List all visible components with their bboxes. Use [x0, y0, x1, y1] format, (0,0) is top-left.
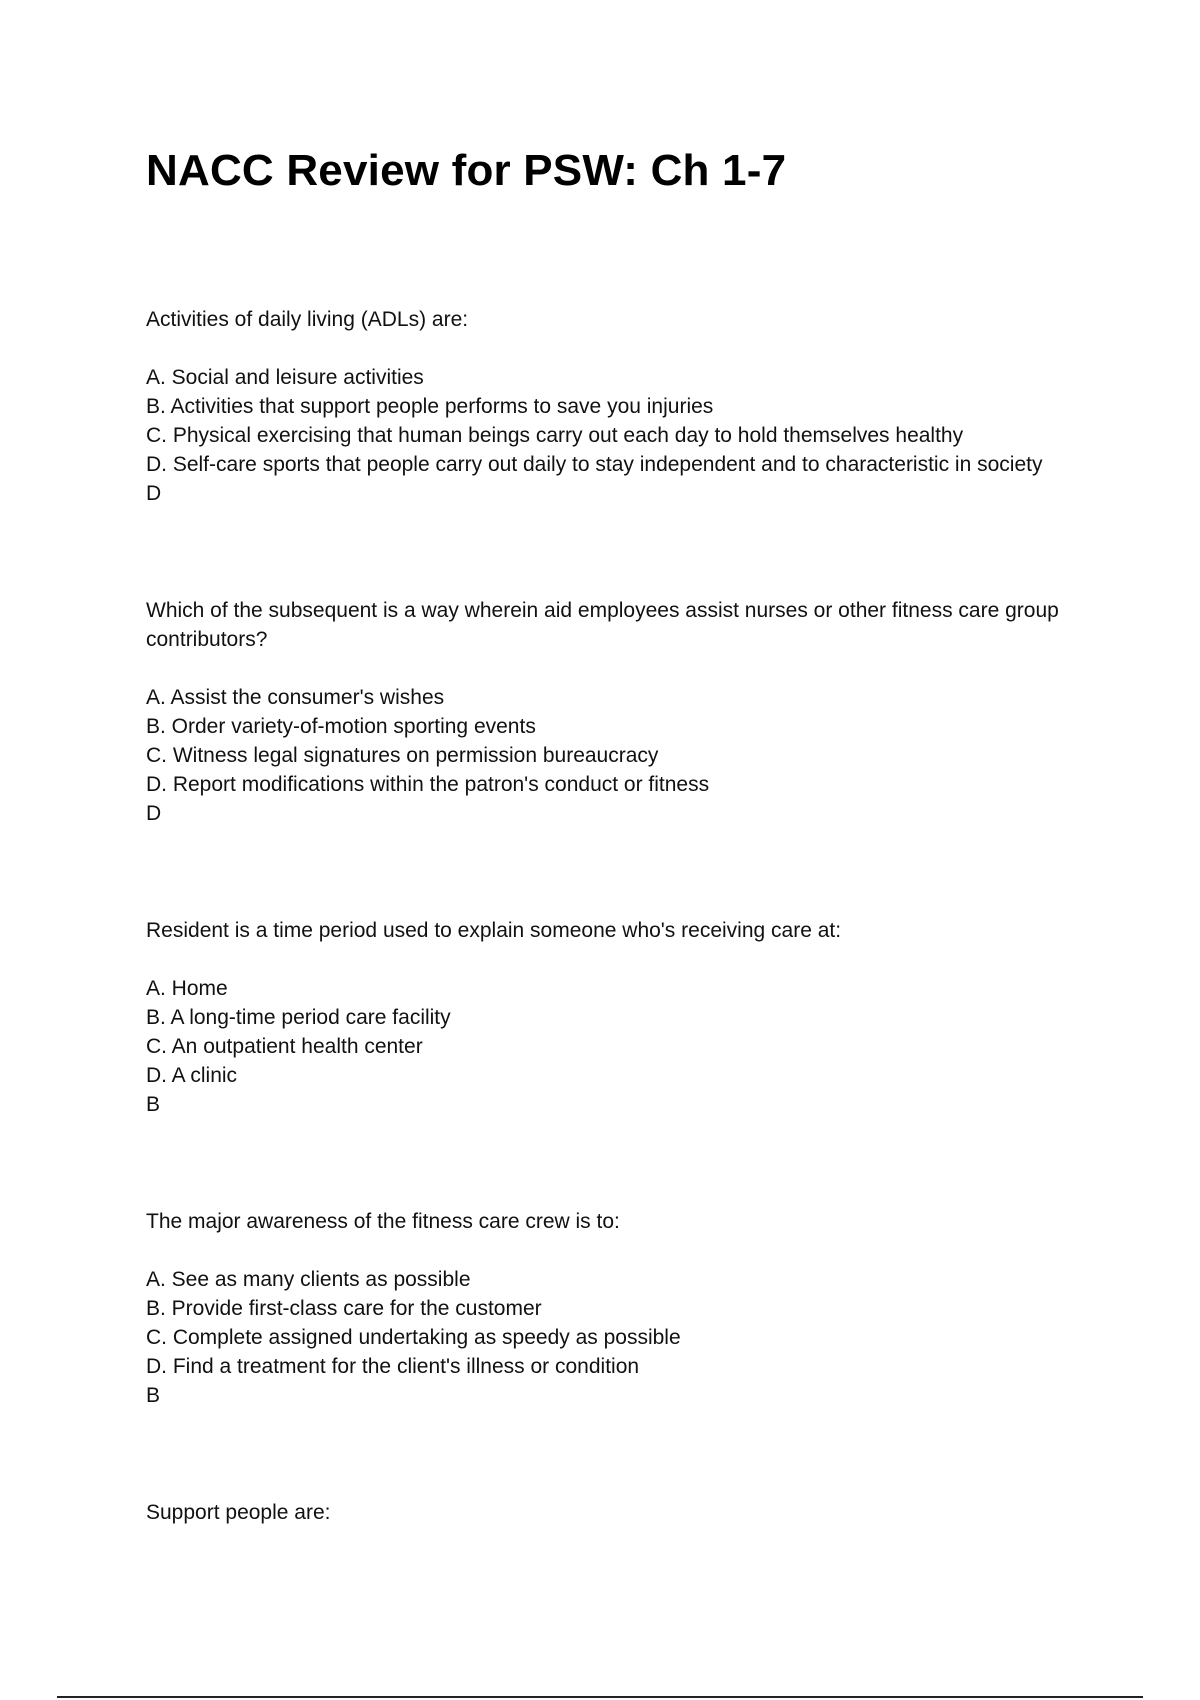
option-d: D. Self-care sports that people carry out daily to stay independent and to characteristic in society [146, 453, 1043, 476]
option-d: D. Report modifications within the patron's conduct or fitness [146, 773, 710, 796]
option-d: D. A clinic [146, 1064, 238, 1087]
question-prompt: Support people are: [146, 1501, 331, 1524]
answer-key: B [146, 1093, 161, 1116]
option-d: D. Find a treatment for the client's illness or condition [146, 1355, 640, 1378]
question-prompt: Which of the subsequent is a way wherein aid employees assist nurses or other fitness care group contributors? [146, 599, 1059, 651]
answer-key: D [146, 482, 162, 505]
question-list [146, 305, 1066, 1615]
option-c: C. An outpatient health center [146, 1035, 423, 1058]
question-3 [146, 916, 1066, 1119]
option-b: B. Activities that support people performs to save you injuries [146, 395, 714, 418]
option-b: B. Order variety-of-motion sporting events [146, 715, 536, 738]
option-a: A. Home [146, 977, 228, 1000]
question-prompt: The major awareness of the fitness care crew is to: [146, 1210, 620, 1233]
option-c: C. Complete assigned undertaking as speedy as possible [146, 1326, 681, 1349]
page-title: NACC Review for PSW: Ch 1-7 [146, 146, 787, 195]
answer-key: B [146, 1384, 161, 1407]
option-a: A. See as many clients as possible [146, 1268, 471, 1291]
option-b: B. Provide first-class care for the customer [146, 1297, 542, 1320]
page-bottom-rule [57, 1696, 1143, 1698]
option-b: B. A long-time period care facility [146, 1006, 451, 1029]
question-4 [146, 1207, 1066, 1410]
option-c: C. Physical exercising that human beings carry out each day to hold themselves healthy [146, 424, 964, 447]
option-a: A. Assist the consumer's wishes [146, 686, 445, 709]
question-1 [146, 305, 1066, 508]
answer-key: D [146, 802, 162, 825]
question-2 [146, 596, 1066, 828]
question-prompt: Activities of daily living (ADLs) are: [146, 308, 469, 331]
option-c: C. Witness legal signatures on permission bureaucracy [146, 744, 659, 767]
option-a: A. Social and leisure activities [146, 366, 424, 389]
question-prompt: Resident is a time period used to explain someone who's receiving care at: [146, 919, 842, 942]
question-5 [146, 1498, 1066, 1527]
